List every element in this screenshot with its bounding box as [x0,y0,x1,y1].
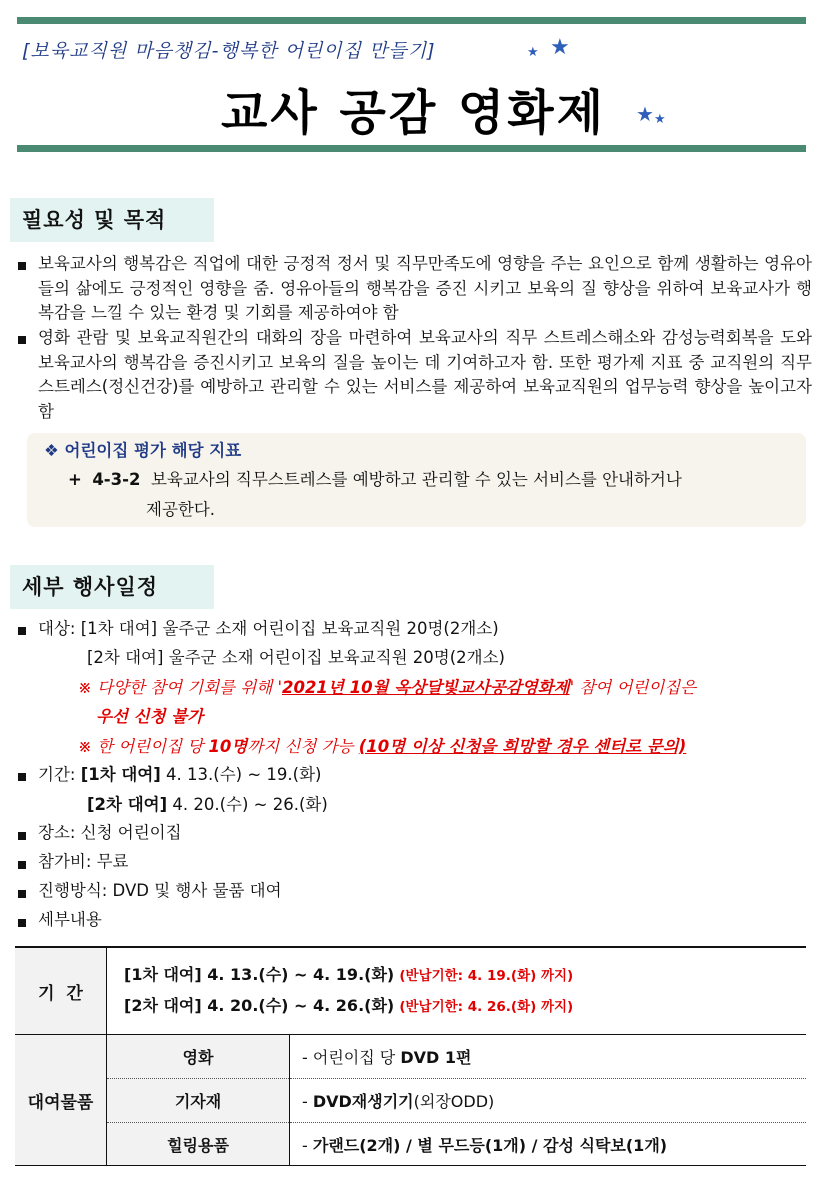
warning-line-1-cont: 우선 신청 불가 [96,707,204,726]
star-icon: ★ [550,35,570,60]
target-line-2: [2차 대여] 울주군 소재 어린이집 보육교직원 20명(2개소) [87,648,505,667]
section-heading-purpose: 필요성 및 목적 [10,198,214,242]
page-title: 교사 공감 영화제 [221,85,606,141]
purpose-paragraph-2: 영화 관람 및 보육교직원간의 대화의 장을 마련하여 보육교사의 직무 스트레스해소와 감성능력회복을 도와 보육교사의 행복감을 증진시키고 보육의 질을 높이는 데 기여하고자 함. 또한 평가제 지표 중 교직원의 직무스트레스(정신건강)를 예방하고 관리할 수 있는 서비스를 제공하여 보육교직원의 업무능력 향상을 높이고자 함 [38,328,812,421]
table-row [15,1035,806,1079]
item-desc-cell: - 어린이집 당 DVD 1편 [302,1048,472,1067]
item-name-cell: 기자재 [107,1079,290,1123]
diamond-bullet-icon: ❖ [44,441,59,460]
square-bullet-icon [18,773,26,781]
item-desc-cell: - DVD재생기기(외장ODD) [302,1092,495,1111]
item-name-cell: 영화 [107,1035,290,1079]
period-line-2: [2차 대여] 4. 20.(수) ~ 26.(화) [87,795,328,814]
method-line: 진행방식: DVD 및 행사 물품 대여 [38,881,282,900]
section-heading-schedule: 세부 행사일정 [10,565,214,609]
square-bullet-icon [18,890,26,898]
table-header-items: 대여물품 [15,1035,107,1166]
place-line: 장소: 신청 어린이집 [38,823,182,842]
warning-line-2: ※ 한 어린이집 당 10명까지 신청 가능 (10명 이상 신청을 희망할 경우 센터로 문의) [78,737,687,756]
details-line: 세부내용 [38,910,102,929]
table-row-period [15,947,806,1035]
item-desc-cell: - 가랜드(2개) / 별 무드등(1개) / 감성 식탁보(1개) [302,1135,668,1155]
page-subtitle: [보육교직원 마음챙김-행복한 어린이집 만들기] [22,40,436,62]
purpose-paragraph-1: 보육교사의 행복감은 직업에 대한 긍정적 정서 및 직무만족도에 영향을 주는 요인으로 함께 생활하는 영유아들의 삶에도 긍정적인 영향을 줌. 영유아들의 행복감을 증진 시키고 보육의 질 향상을 위하여 보육교사가 행복감을 느낄 수 있는 환경 및 기회를 제공하여야 함 [38,254,812,322]
evaluation-note-item: + 4-3-2 보육교사의 직무스트레스를 예방하고 관리할 수 있는 서비스를 안내하거나 [68,470,682,489]
evaluation-note-item-cont: 제공한다. [146,500,216,519]
period-line-1: 기간: [1차 대여] 4. 13.(수) ~ 19.(화) [38,765,322,784]
table-row [15,1079,806,1123]
table-row [15,1123,806,1166]
top-accent-bar [17,17,806,24]
square-bullet-icon [18,919,26,927]
square-bullet-icon [18,262,26,270]
square-bullet-icon [18,861,26,869]
star-icon: ★ [636,102,654,126]
details-table [15,946,806,1166]
period-row-2: [2차 대여] 4. 20.(수) ~ 4. 26.(화) (반납기한: 4. 26.(화) 까지) [124,996,574,1015]
table-period-values [107,947,807,1035]
star-icon: ★ [654,112,666,127]
square-bullet-icon [18,832,26,840]
target-line-1: 대상: [1차 대여] 울주군 소재 어린이집 보육교직원 20명(2개소) [38,619,499,638]
fee-line: 참가비: 무료 [38,852,129,871]
evaluation-note-title: ❖ 어린이집 평가 해당 지표 [44,441,242,460]
square-bullet-icon [18,336,26,344]
bottom-accent-bar [17,145,806,152]
table-header-period: 기 간 [15,947,107,1035]
star-icon: ★ [527,45,539,60]
period-row-1: [1차 대여] 4. 13.(수) ~ 4. 19.(화) (반납기한: 4. 19.(화) 까지) [124,965,574,984]
warning-line-1: ※ 다양한 참여 기회를 위해 '2021년 10월 옥상달빛교사공감영화제' 참여 어린이집은 [78,678,697,697]
square-bullet-icon [18,627,26,635]
item-name-cell: 힐링용품 [107,1123,290,1166]
